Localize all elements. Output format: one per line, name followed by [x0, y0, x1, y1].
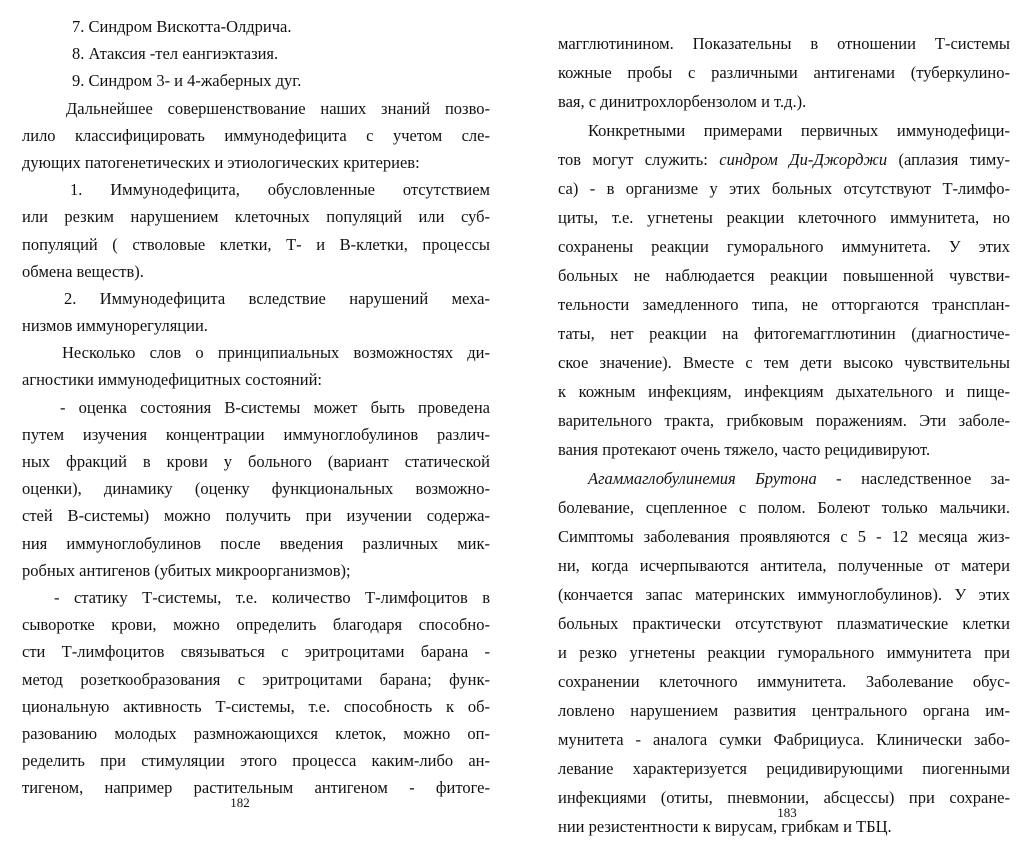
text-line: сыворотке крови, можно определить благодаря способно-	[22, 615, 490, 635]
text-line: путем изучения концентрации иммуноглобулинов различ-	[22, 424, 490, 444]
text-line: ни, когда исчерпываются антитела, полученные от матери	[558, 556, 1010, 575]
text-line: популяций ( стволовые клетки, Т- и В-клетки, процессы	[22, 234, 490, 254]
text-line: Симптомы заболевания проявляются с 5 - 12 месяца жиз-	[558, 527, 1010, 546]
text-line: метод розеткообразования с эритроцитами барана; функ-	[22, 669, 490, 689]
italic-term: синдром Ди-Джорджи	[719, 150, 888, 169]
text-line: Дальнейшее совершенствование наших знаний позво-	[66, 98, 490, 118]
text-line: 1. Иммунодефицита, обусловленные отсутствием	[70, 180, 490, 200]
text-line: больных практически отсутствуют плазматические клетки	[558, 614, 1010, 633]
text-line: обмена веществ).	[22, 261, 144, 281]
left-page-text	[22, 13, 490, 801]
text-span: - наследственное за-	[816, 469, 1011, 488]
page-number-left: 182	[230, 795, 250, 810]
text-span: тов могут служить:	[558, 150, 720, 169]
italic-term: Агаммаглобулинемия Брутона	[588, 469, 817, 488]
text-line: тигеном, например растительным антигеном - фитоге-	[22, 778, 490, 798]
text-line: оценки), динамику (оценку функциональных возможно-	[22, 479, 490, 499]
text-span: (аплазия тиму-	[887, 150, 1011, 169]
text-line: разованию молодых размножающихся клеток, можно оп-	[22, 723, 490, 743]
text-line: кожные пробы с различными антигенами (туберкулино-	[558, 63, 1010, 82]
page-number-right: 183	[777, 805, 797, 820]
text-line: 7. Синдром Вискотта-Олдрича.	[72, 17, 292, 36]
text-line: сохранены реакции гуморального иммунитета. У этих	[558, 237, 1010, 256]
text-line: мунитета - аналога сумки Фабрициуса. Клинически забо-	[558, 730, 1010, 749]
text-line: магглютинином. Показательны в отношении Т-системы	[558, 34, 1010, 53]
text-line: стей В-системы) можно получить при изучении содержа-	[22, 506, 490, 526]
text-line: 8. Атаксия -тел еангиэктазия.	[72, 44, 279, 64]
text-line	[558, 145, 1010, 174]
text-line: варительного тракта, грибковым поражениям. Эти заболе-	[558, 411, 1010, 430]
text-line: к кожным инфекциям, инфекциям дыхательного и пище-	[558, 382, 1010, 401]
text-line: са) - в организме у этих больных отсутствуют Т-лимфо-	[558, 179, 1010, 198]
text-line: ния иммуноглобулинов после введения различных мик-	[22, 533, 490, 553]
text-line: тельности замедленного типа, не отторгаются трансплан-	[558, 295, 1010, 314]
text-line: циты, т.е. угнетены реакции клеточного иммунитета, но	[558, 208, 1010, 227]
text-line: сохранении клеточного иммунитета. Заболевание обус-	[558, 672, 1010, 691]
text-line: - оценка состояния В-системы может быть проведена	[60, 397, 490, 417]
text-line: ловлено нарушением развития центрального органа им-	[558, 701, 1010, 720]
text-line: низмов иммунорегуляции.	[22, 316, 208, 336]
text-line: нии резистентности к вирусам, грибкам и ТБЦ.	[558, 817, 892, 836]
text-line: болевание, сцепленное с полом. Болеют только мальчики.	[558, 498, 1010, 517]
text-line: 9. Синдром 3- и 4-жаберных дуг.	[72, 71, 302, 91]
text-line: ское значение). Вместе с тем дети высоко чувствительны	[558, 353, 1010, 372]
text-line: инфекциями (отиты, пневмонии, абсцессы) при сохране-	[558, 788, 1010, 807]
text-line: вания протекают очень тяжело, часто рецидивируют.	[558, 440, 931, 459]
text-line: таты, нет реакции на фитогемагглютинин (диагностиче-	[558, 324, 1010, 343]
text-line: 2. Иммунодефицита вследствие нарушений меха-	[64, 288, 490, 308]
text-line: циональную активность Т-системы, т.е. способность к об-	[22, 696, 490, 716]
text-line: ных фракций в крови у больного (вариант статической	[22, 452, 490, 471]
text-line: Конкретными примерами первичных иммунодефици-	[588, 121, 1010, 140]
text-line: вая, с динитрохлорбензолом и т.д.).	[558, 92, 807, 111]
text-line: левание характеризуется рецидивирующими пиогенными	[558, 759, 1010, 778]
text-line	[558, 464, 1010, 493]
left-page	[0, 0, 512, 832]
text-line: Несколько слов о принципиальных возможностях ди-	[62, 343, 490, 363]
text-line: дующих патогенетических и этиологических критериев:	[22, 152, 420, 172]
text-line: больных не наблюдается реакции повышенной чувстви-	[558, 266, 1010, 285]
text-line: сти Т-лимфоцитов связываться с эритроцитами барана -	[22, 642, 490, 662]
text-line: и резко угнетены реакции гуморального иммунитета при	[558, 643, 1010, 662]
text-line: лило классифицировать иммунодефицита с учетом сле-	[22, 125, 490, 145]
right-page-text	[558, 29, 1010, 841]
text-line: агностики иммунодефицитных состояний:	[22, 370, 322, 390]
text-line: - статику Т-системы, т.е. количество Т-лимфоцитов в	[54, 587, 490, 607]
text-line: робных антигенов (убитых микроорганизмов);	[22, 560, 351, 580]
text-line: или резким нарушением клеточных популяций или суб-	[22, 207, 490, 227]
text-line: (кончается запас материнских иммуноглобулинов). У этих	[558, 585, 1010, 604]
text-line: ределить при стимуляции этого процесса каким-либо ан-	[22, 751, 490, 771]
right-page	[512, 0, 1024, 836]
